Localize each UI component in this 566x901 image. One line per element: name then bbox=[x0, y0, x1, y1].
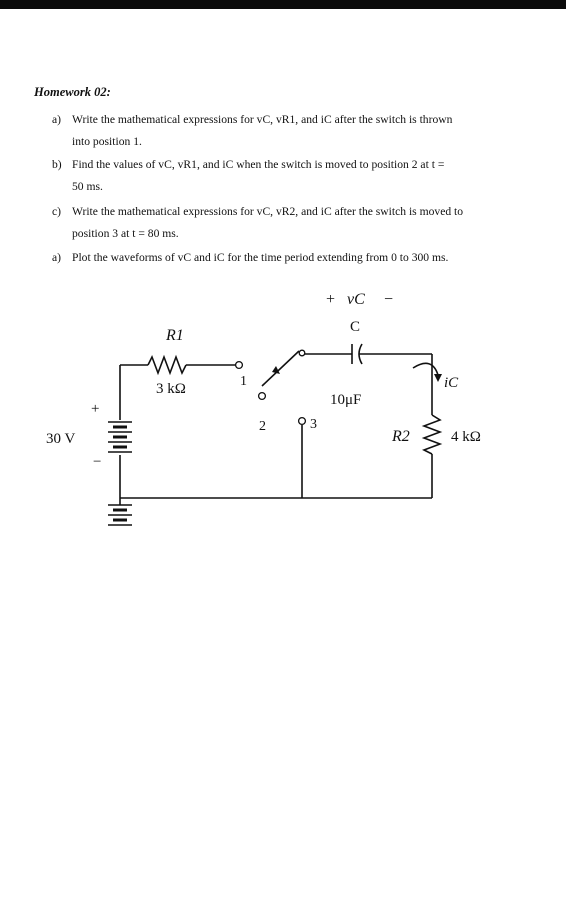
r1-name: R1 bbox=[166, 327, 184, 344]
battery-symbol bbox=[108, 422, 132, 452]
resistor-r1-symbol bbox=[148, 357, 186, 373]
rc-circuit-diagram bbox=[0, 280, 566, 560]
question-text-line1: Plot the waveforms of vC and iC for the time period extending from 0 to 300 ms. bbox=[72, 251, 449, 264]
vc-label: vC bbox=[347, 291, 365, 308]
question-label: b) bbox=[52, 158, 62, 171]
switch-pivot bbox=[299, 350, 305, 356]
source-voltage-value: 30 V bbox=[46, 431, 76, 447]
capacitor-value: 10μF bbox=[330, 392, 362, 408]
question-text-line2: into position 1. bbox=[72, 135, 142, 148]
question-label: c) bbox=[52, 205, 62, 218]
vc-minus-sign: − bbox=[384, 291, 394, 308]
source-minus-sign: − bbox=[93, 454, 102, 470]
capacitor-name: C bbox=[350, 319, 361, 335]
question-text-line1: Find the values of vC, vR1, and iC when the switch is moved to position 2 at t = bbox=[72, 158, 445, 171]
current-label: iC bbox=[444, 375, 459, 391]
resistor-r2-symbol bbox=[424, 415, 440, 454]
question-text-line2: position 3 at t = 80 ms. bbox=[72, 227, 179, 240]
question-label: a) bbox=[52, 113, 62, 126]
homework-title: Homework 02: bbox=[34, 85, 111, 99]
current-arrow-curve bbox=[413, 363, 438, 375]
question-text-line2: 50 ms. bbox=[72, 180, 103, 193]
question-text-line1: Write the mathematical expressions for vC, vR1, and iC after the switch is thrown bbox=[72, 113, 453, 126]
vc-plus-sign: + bbox=[326, 291, 336, 308]
r2-value: 4 kΩ bbox=[451, 429, 481, 445]
switch-terminal-1 bbox=[236, 362, 243, 369]
switch-blade bbox=[262, 351, 299, 386]
r1-value: 3 kΩ bbox=[156, 381, 186, 397]
switch-position-3-label: 3 bbox=[310, 417, 317, 432]
switch-position-2-label: 2 bbox=[259, 419, 266, 434]
question-text-line1: Write the mathematical expressions for vC, vR2, and iC after the switch is moved to bbox=[72, 205, 464, 218]
r2-name: R2 bbox=[392, 428, 410, 445]
switch-terminal-3 bbox=[299, 418, 306, 425]
ground-icon bbox=[108, 505, 132, 525]
current-arrow-head-icon bbox=[434, 374, 442, 382]
source-plus-sign: + bbox=[91, 401, 100, 417]
switch-position-1-label: 1 bbox=[240, 374, 247, 389]
switch-terminal-2 bbox=[259, 393, 266, 400]
question-label: a) bbox=[52, 251, 62, 264]
